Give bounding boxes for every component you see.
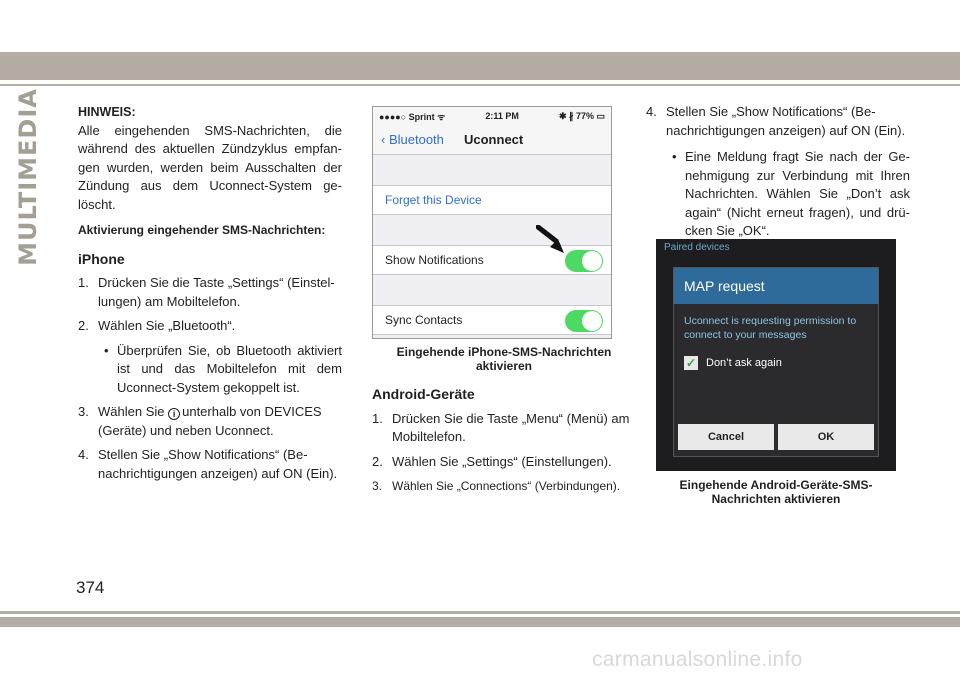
step-text-post: unterhalb von DEVICES (Geräte) und neben Uconnect.: [98, 404, 322, 438]
column-1: [78, 103, 342, 483]
step-number: 1.: [372, 410, 383, 426]
forget-device-row[interactable]: [373, 185, 612, 215]
step-text: Wählen Sie „Settings“ (Einstellungen).: [392, 453, 612, 469]
ok-button[interactable]: OK: [778, 424, 874, 450]
step-number: 4.: [78, 447, 89, 462]
bullet-text: Überprüfen Sie, ob Bluetooth aktiviert ist und das Mobiltelefon mit dem Uconnect-System gekoppelt ist.: [117, 342, 342, 395]
section-side-tab: [10, 88, 46, 266]
bullet-dot: •: [104, 342, 109, 358]
page-number: 374: [76, 578, 105, 597]
activation-subheading: Aktivierung eingehender SMS-Nachrichten:: [78, 223, 326, 237]
cancel-button[interactable]: Cancel: [678, 424, 774, 450]
show-notifications-label: Show Notifications: [385, 253, 484, 267]
paired-devices-header: Paired devices: [664, 242, 730, 253]
back-bluetooth-button[interactable]: ‹ Bluetooth: [381, 132, 444, 147]
iphone-caption: Eingehende iPhone-SMS-Nachrichten aktivieren: [396, 345, 612, 373]
step-number: 2.: [78, 318, 89, 333]
dont-ask-checkbox-row[interactable]: [684, 356, 870, 370]
step-number: 1.: [78, 275, 89, 290]
android-heading: Android-Geräte: [372, 386, 475, 402]
step-2: [78, 317, 342, 336]
header-band: [0, 52, 960, 80]
android-caption-wrap: [656, 478, 896, 506]
step-text: Drücken Sie die Taste „Settings“ (Einstel-lungen) am Mobiltelefon.: [98, 275, 335, 309]
bullet-dont-ask: [646, 148, 910, 241]
sync-contacts-toggle[interactable]: [565, 310, 603, 332]
sync-contacts-row: [373, 305, 612, 335]
step-number: 3.: [372, 479, 383, 493]
step-text: Stellen Sie „Show Notifications“ (Be-nachrichtigungen anzeigen) auf ON (Ein).: [666, 104, 906, 138]
pointer-arrow-icon: [536, 225, 566, 255]
footer-rule: [0, 611, 960, 614]
sync-contacts-label: Sync Contacts: [385, 313, 463, 327]
info-icon: i: [168, 408, 180, 420]
dialog-title: MAP request: [674, 268, 878, 304]
time-text: 2:11 PM: [485, 111, 519, 121]
android-step-3: [372, 477, 636, 496]
map-request-dialog: [673, 267, 879, 457]
dialog-message: Uconnect is requesting permission to connect to your messages: [684, 315, 857, 341]
step-1: [78, 274, 342, 311]
ios-nav-bar: [373, 125, 611, 155]
step-number: 4.: [646, 104, 657, 119]
watermark: carmanualsonline.info: [592, 648, 803, 671]
header-rule: [0, 84, 960, 86]
dialog-buttons: [678, 424, 874, 450]
step-text: Wählen Sie „Connections“ (Verbindungen).: [392, 479, 621, 493]
android-screenshot: [656, 239, 896, 471]
android-step-1: [372, 410, 636, 447]
checkbox-checked-icon[interactable]: ✓: [685, 356, 697, 370]
step-text: Wählen Sie „Bluetooth“.: [98, 318, 236, 333]
bullet-check-bluetooth: [78, 342, 342, 398]
step-number: 2.: [372, 453, 383, 469]
android-step-2: [372, 453, 636, 472]
step-3: [78, 403, 342, 440]
step-text-pre: Wählen Sie: [98, 404, 165, 419]
iphone-heading: iPhone: [78, 250, 125, 267]
back-label: Bluetooth: [388, 132, 444, 147]
checkbox-label: Don’t ask again: [706, 357, 782, 369]
show-notifications-toggle[interactable]: [565, 250, 603, 272]
note-body: Alle eingehenden SMS-Nachrichten, die während des aktuellen Zündzyklus empfan-gen wurden, werden beim Ausschalten der Zündung aus dem Uconnect-System ge-löscht.: [78, 122, 342, 212]
android-caption: Eingehende Android-Geräte-SMS-Nachrichten aktivieren: [679, 478, 873, 506]
note-heading: HINWEIS:: [78, 105, 136, 119]
bullet-dot: •: [672, 149, 677, 164]
forget-label: Forget this Device: [385, 193, 482, 207]
step-4: [78, 446, 342, 483]
nav-title: Uconnect: [464, 132, 524, 147]
step-text: Drücken Sie die Taste „Menu“ (Menü) am Mobiltelefon.: [392, 410, 630, 444]
column-3: [646, 103, 910, 241]
step-number: 3.: [78, 404, 89, 419]
iphone-screenshot: [372, 106, 612, 339]
android-step-4: [646, 103, 910, 140]
show-notifications-row: [373, 245, 612, 275]
side-tab-label: MULTIMEDIA: [14, 88, 42, 266]
step-text: Stellen Sie „Show Notifications“ (Be-nachrichtigungen anzeigen) auf ON (Ein).: [98, 447, 338, 481]
footer-band: [0, 617, 960, 627]
bullet-text: Eine Meldung fragt Sie nach der Ge-nehmigung zur Verbindung mit Ihren Nachrichten. Wählen Sie „Don’t ask again“ (Nicht erneut fragen), und drü-cken Sie „OK“.: [685, 149, 910, 238]
ios-status-bar: [373, 107, 611, 125]
column-2: [372, 345, 636, 496]
carrier-text: ●●●●○ Sprint ᯤ: [379, 111, 446, 122]
battery-text: ✱ ∦ 77% ▭: [558, 110, 605, 121]
